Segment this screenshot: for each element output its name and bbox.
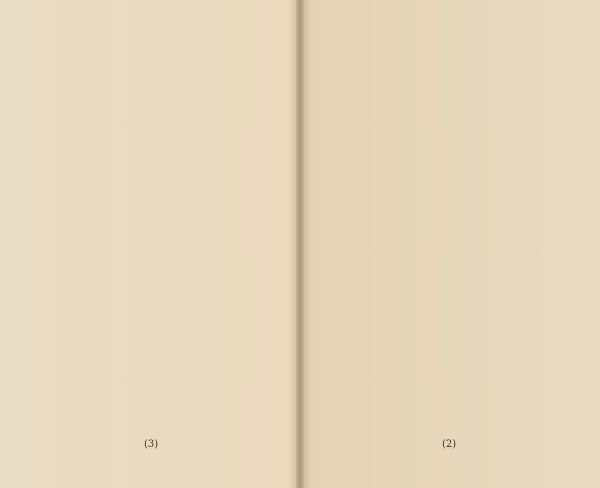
right-page — [302, 0, 600, 488]
page-number-left: (3) — [144, 439, 159, 450]
page-number-right: (2) — [442, 439, 457, 450]
left-page — [0, 0, 298, 488]
preface-text — [324, 52, 366, 392]
toc-columns — [60, 88, 105, 418]
